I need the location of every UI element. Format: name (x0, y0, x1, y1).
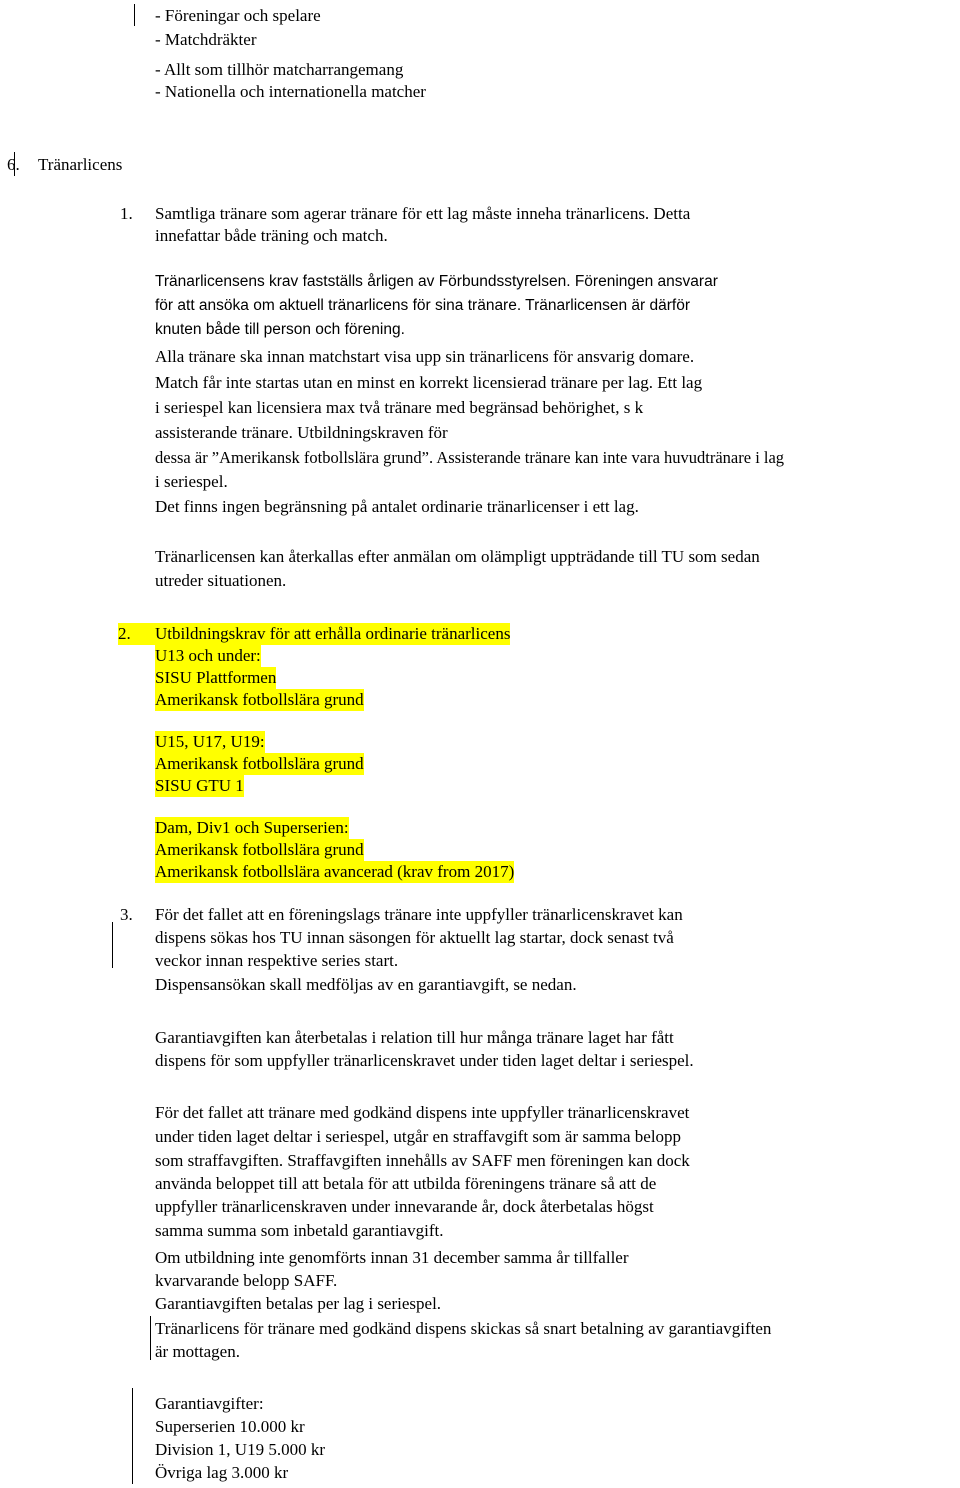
paragraph-line: innefattar både träning och match. (155, 226, 388, 245)
paragraph-line: dispens för som uppfyller tränarlicenskravet under tiden laget deltar i seriespel. (155, 1051, 694, 1070)
paragraph-line: under tiden laget deltar i seriespel, utgår en straffavgift som är samma belopp (155, 1127, 682, 1146)
paragraph-line: för att ansöka om aktuell tränarlicens för sina tränare. Tränarlicensen är därför (155, 297, 691, 314)
paragraph-line: använda beloppet till att betala för att utbilda föreningens tränare så att de (155, 1174, 657, 1193)
requirement-group: U15, U17, U19: (155, 732, 265, 751)
paragraph-line: För det fallet att tränare med godkänd dispens inte uppfyller tränarlicenskravet (155, 1103, 690, 1122)
paragraph-line: som straffavgiften. Straffavgiften innehålls av SAFF men föreningen kan dock (155, 1151, 690, 1170)
paragraph-line: knuten både till person och förening. (155, 321, 405, 338)
requirement-course: Amerikansk fotbollslära grund (155, 690, 364, 709)
list-item: - Allt som tillhör matcharrangemang (155, 60, 404, 79)
change-bar (112, 922, 113, 968)
paragraph-line: Tränarlicensen kan återkallas efter anmälan om olämpligt uppträdande till TU som sedan (155, 547, 760, 566)
requirement-course: SISU GTU 1 (155, 776, 244, 795)
fee-line: Superserien 10.000 kr (155, 1417, 305, 1436)
change-bar (132, 1388, 133, 1484)
fee-line: Övriga lag 3.000 kr (155, 1463, 289, 1482)
fees-heading: Garantiavgifter: (155, 1394, 264, 1413)
list-item: - Nationella och internationella matcher (155, 82, 426, 101)
paragraph-line: utreder situationen. (155, 571, 287, 590)
paragraph-line: dessa är ”Amerikansk fotbollslära grund”. Assisterande tränare kan inte vara huvudtränare i lag (155, 448, 785, 467)
paragraph-line: uppfyller tränarlicenskraven under innevarande år, dock återbetalas högst (155, 1197, 654, 1216)
requirement-course: SISU Plattformen (155, 668, 277, 687)
requirement-course: Amerikansk fotbollslära avancerad (krav from 2017) (155, 862, 515, 881)
requirements-heading: Utbildningskrav för att erhålla ordinarie tränarlicens (155, 624, 511, 643)
paragraph-line: Dispensansökan skall medföljas av en garantiavgift, se nedan. (155, 975, 577, 994)
paragraph-line: Om utbildning inte genomförts innan 31 december samma år tillfaller (155, 1248, 629, 1267)
fee-line: Division 1, U19 5.000 kr (155, 1440, 325, 1459)
paragraph-line: För det fallet att en föreningslags tränare inte uppfyller tränarlicenskravet kan (155, 905, 683, 924)
paragraph-line: Det finns ingen begränsning på antalet ordinarie tränarlicenser i ett lag. (155, 497, 639, 516)
paragraph-line: i seriespel kan licensiera max två tränare med begränsad behörighet, s k (155, 398, 644, 417)
requirement-group: Dam, Div1 och Superserien: (155, 818, 349, 837)
requirement-course: Amerikansk fotbollslära grund (155, 754, 364, 773)
paragraph-line: Garantiavgiften betalas per lag i seriespel. (155, 1294, 442, 1313)
paragraph-line: i seriespel. (155, 472, 228, 491)
requirement-group: U13 och under: (155, 646, 261, 665)
paragraph-line: Garantiavgiften kan återbetalas i relation till hur många tränare laget har fått (155, 1028, 674, 1047)
paragraph-line: är mottagen. (155, 1342, 240, 1361)
section-number: 6. (7, 155, 20, 174)
section-title: Tränarlicens (38, 155, 123, 174)
paragraph-line: assisterande tränare. Utbildningskraven för (155, 423, 448, 442)
paragraph-line: Samtliga tränare som agerar tränare för ett lag måste inneha tränarlicens. Detta (155, 204, 691, 223)
paragraph-line: dispens sökas hos TU innan säsongen för aktuellt lag startar, dock senast två (155, 928, 674, 947)
change-bar (150, 1316, 151, 1360)
item-number: 2. (118, 623, 155, 645)
paragraph-line: samma summa som inbetald garantiavgift. (155, 1221, 444, 1240)
paragraph-line: Tränarlicens för tränare med godkänd dispens skickas så snart betalning av garantiavgiften (155, 1319, 772, 1338)
list-item: - Matchdräkter (155, 30, 257, 49)
paragraph-line: Tränarlicensens krav fastställs årligen av Förbundsstyrelsen. Föreningen ansvarar (155, 273, 718, 290)
item-number: 1. (120, 204, 133, 223)
paragraph-line: Alla tränare ska innan matchstart visa upp sin tränarlicens för ansvarig domare. (155, 347, 695, 366)
paragraph-line: kvarvarande belopp SAFF. (155, 1271, 338, 1290)
paragraph-line: Match får inte startas utan en minst en korrekt licensierad tränare per lag. Ett lag (155, 373, 703, 392)
requirement-course: Amerikansk fotbollslära grund (155, 840, 364, 859)
change-bar (134, 4, 135, 26)
paragraph-line: veckor innan respektive series start. (155, 951, 399, 970)
list-item: - Föreningar och spelare (155, 6, 321, 25)
item-number: 3. (120, 905, 133, 924)
